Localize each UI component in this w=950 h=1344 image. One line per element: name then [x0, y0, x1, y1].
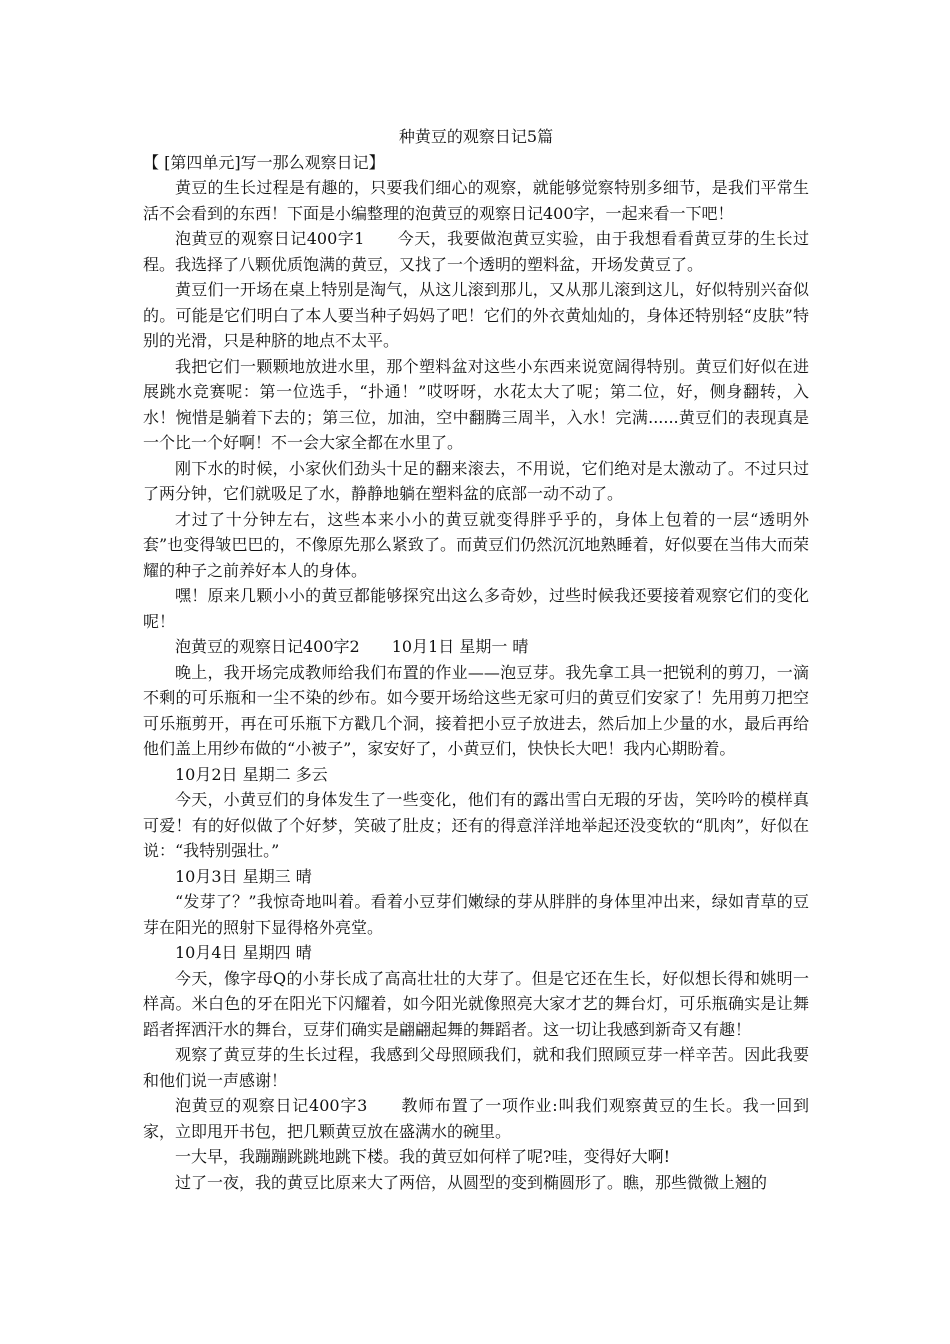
- paragraph: “发芽了？”我惊奇地叫着。看着小豆芽们嫩绿的芽从胖胖的身体里冲出来，绿如青草的豆芽在阳光的照射下显得格外亮堂。: [143, 892, 809, 937]
- document-body: [143, 175, 809, 1195]
- paragraph: 嘿！原来几颗小小的黄豆都能够探究出这么多奇妙，过些时候我还要接着观察它们的变化呢！: [143, 586, 809, 631]
- diary-heading: 泡黄豆的观察日记400字2 10月1日 星期一 晴: [175, 637, 529, 656]
- paragraph: 黄豆们一开场在桌上特别是淘气，从这儿滚到那儿，又从那儿滚到这儿，好似特别兴奋似的。可能是它们明白了本人要当种子妈妈了吧！它们的外衣黄灿灿的，身体还特别轻“皮肤”特别的光滑，只是种脐的地点不太平。: [143, 280, 809, 350]
- diary-heading: 泡黄豆的观察日记400字3 教师布置了一项作业:叫我们观察黄豆的生长。我一回到家，立即甩开书包，把几颗黄豆放在盛满水的碗里。: [143, 1096, 809, 1141]
- document-page: [143, 124, 809, 1195]
- paragraph: 黄豆的生长过程是有趣的，只要我们细心的观察，就能够觉察特别多细节，是我们平常生活不会看到的东西！下面是小编整理的泡黄豆的观察日记400字，一起来看一下吧！: [143, 178, 809, 223]
- diary-date: 10月3日 星期三 晴: [175, 866, 312, 886]
- paragraph: 泡黄豆的观察日记400字1 今天，我要做泡黄豆实验，由于我想看看黄豆芽的生长过程。我选择了八颗优质饱满的黄豆，又找了一个透明的塑料盆，开场发黄豆了。: [143, 229, 809, 274]
- diary-date: 10月2日 星期二 多云: [175, 764, 328, 784]
- paragraph: 我把它们一颗颗地放进水里，那个塑料盆对这些小东西来说宽阔得特别。黄豆们好似在进展跳水竞赛呢：第一位选手，“扑通！”哎呀呀，水花太大了呢；第二位，好，侧身翻转，入水！惋惜是躺着下去的；第三位，加油，空中翻腾三周半，入水！完满......黄豆们的表现真是一个比一个好啊！不一会大家全都在水里了。: [143, 356, 809, 452]
- paragraph: 今天，像字母Q的小芽长成了高高壮壮的大芽了。但是它还在生长，好似想长得和姚明一样高。米白色的牙在阳光下闪耀着，如今阳光就像照亮大家才艺的舞台灯，可乐瓶确实是让舞蹈者挥洒汗水的舞台，豆芽们确实是翩翩起舞的舞蹈者。这一切让我感到新奇又有趣！: [143, 968, 809, 1039]
- diary-date: 10月4日 星期四 晴: [175, 943, 312, 962]
- paragraph: 观察了黄豆芽的生长过程，我感到父母照顾我们，就和我们照顾豆芽一样辛苦。因此我要和他们说一声感谢！: [143, 1045, 809, 1090]
- paragraph: 今天，小黄豆们的身体发生了一些变化，他们有的露出雪白无瑕的牙齿，笑吟吟的模样真可爱！有的好似做了个好梦，笑破了肚皮；还有的得意洋洋地举起还没变软的“肌肉”，好似在说：“我特别强壮。”: [143, 790, 809, 860]
- document-subtitle: 【 [第四单元]写一那么观察日记】: [143, 152, 385, 172]
- paragraph: 过了一夜，我的黄豆比原来大了两倍，从圆型的变到椭圆形了。瞧，那些微微上翘的: [175, 1172, 768, 1192]
- document-title: 种黄豆的观察日记5篇: [398, 127, 554, 146]
- paragraph: 刚下水的时候，小家伙们劲头十足的翻来滚去，不用说，它们绝对是太激动了。不过只过了两分钟，它们就吸足了水，静静地躺在塑料盆的底部一动不动了。: [143, 458, 809, 503]
- paragraph: 一大早，我蹦蹦跳跳地跳下楼。我的黄豆如何样了呢?哇，变得好大啊!: [175, 1147, 671, 1166]
- paragraph: 晚上，我开场完成教师给我们布置的作业——泡豆芽。我先拿工具一把锐利的剪刀，一滴不剩的可乐瓶和一尘不染的纱布。如今要开场给这些无家可归的黄豆们安家了！先用剪刀把空可乐瓶剪开，再在可乐瓶下方戳几个洞，接着把小豆子放进去，然后加上少量的水，最后再给他们盖上用纱布做的“小被子”，家安好了，小黄豆们，快快长大吧！我内心期盼着。: [143, 662, 809, 758]
- paragraph: 才过了十分钟左右，这些本来小小的黄豆就变得胖乎乎的，身体上包着的一层“透明外套”也变得皱巴巴的，不像原先那么紧致了。而黄豆们仍然沉沉地熟睡着，好似要在当伟大而荣耀的种子之前养好本人的身体。: [143, 509, 809, 580]
